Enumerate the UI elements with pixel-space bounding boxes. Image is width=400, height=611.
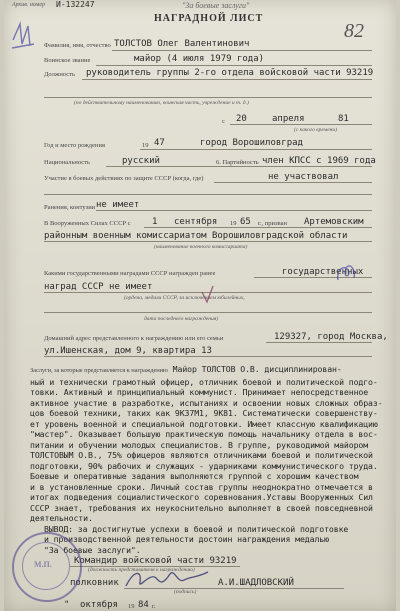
awards-value-1: государственных bbox=[282, 267, 364, 277]
wounds-value: не имеет bbox=[96, 200, 140, 210]
party-label: 6. Партийность bbox=[216, 159, 259, 166]
margin-scribble-icon bbox=[10, 18, 40, 52]
service-month: сентября bbox=[174, 217, 218, 227]
page-mark: 82 bbox=[344, 20, 364, 42]
merit-line: цов боевой техники, таких как 9К37М1, 9К81. Систематически совершенству- bbox=[30, 408, 378, 418]
commander-hint: (должность представителя к награждению) bbox=[88, 567, 195, 573]
birthplace-label: Год и место рождения bbox=[44, 142, 105, 149]
award-sheet-page bbox=[4, 0, 396, 611]
signature-hint: (подпись) bbox=[174, 589, 197, 595]
merit-line: итогах подведения социалистического соревнования.Уставы Вооруженных Сил bbox=[30, 492, 373, 502]
awards-hint-2: дата последнего награждения) bbox=[144, 316, 219, 322]
name-value: ТОЛСТОВ Олег Валентинович bbox=[114, 39, 250, 49]
nationality-value: русский bbox=[122, 156, 160, 166]
position-label: Должность bbox=[44, 71, 75, 78]
commander-label: Командир войсковой части 93219 bbox=[74, 556, 237, 566]
drafted-label: г., призван bbox=[258, 220, 287, 227]
merit-line: и в установленные сроки. Личный состав группы неоднократно отмечается в bbox=[30, 481, 373, 492]
position-year: 81 bbox=[338, 114, 349, 124]
party-value: член КПСС с 1969 года bbox=[262, 156, 376, 166]
awards-hint-1: (ордена, медали СССР, за исключением юбилейных, bbox=[124, 295, 245, 301]
awards-value-2: наград СССР не имеет bbox=[44, 282, 153, 292]
service-year: 65 bbox=[240, 217, 251, 227]
drafted-hint: (наименование военного комиссариата) bbox=[154, 244, 248, 250]
merit-line: деятельности. bbox=[30, 513, 93, 523]
date-prefix: " bbox=[64, 600, 70, 610]
merit-line: ТОЛСТОВЫМ О.В., 75% офицеров являются отличниками боевой и политической bbox=[30, 450, 373, 460]
merit-line: подготовки, 90% рабочих и служащих - ударниками коммунистического труда. bbox=[30, 460, 378, 471]
position-value: руководитель группы 2-го отдела войсковой части 93219 bbox=[86, 68, 374, 78]
merit-line: питании и обучении молодых специалистов. В группе, руководимой майором bbox=[30, 439, 369, 450]
merit-block bbox=[30, 364, 383, 555]
signer-name: А.И.ШАДЛОВСКИЙ bbox=[218, 578, 294, 588]
position-month: апреля bbox=[272, 114, 305, 124]
service-year-prefix: 19 bbox=[230, 220, 237, 227]
conclusion-line: ВЫВОД: за достигнутые успехи в боевой и политической подготовке bbox=[44, 523, 349, 534]
address-value-2: ул.Ишенская, дом 9, квартира 13 bbox=[44, 346, 212, 356]
wounds-label: Ранения, контузии bbox=[44, 204, 96, 211]
merit-line: "мастер". Оказывает большую практическую помощь начальнику отдела в вос- bbox=[30, 429, 378, 439]
drafted-value-1: Артемовским bbox=[304, 217, 364, 227]
position-date-hint: (с какого времени) bbox=[294, 127, 337, 133]
address-label: Домашний адрес представленного к награждению или его семьи bbox=[44, 335, 224, 342]
combat-value: не участвовал bbox=[268, 172, 339, 182]
merit-intro: Заслуги, за которые представляется к награждению bbox=[30, 367, 168, 374]
merit-line: Боевые и оперативные задания выполняются группой с хорошим качеством bbox=[30, 471, 359, 481]
birthplace-value: город Ворошиловград bbox=[200, 138, 303, 148]
signer-rank: полковник bbox=[70, 578, 119, 588]
rank-label: Воинское звание bbox=[44, 57, 91, 64]
merit-line: ет уровень военной и специальной подготовки. Имеет классную квалификацию bbox=[30, 418, 378, 429]
awards-label: Какими государственными наградами СССР награжден ранее bbox=[44, 270, 216, 277]
date-suffix: г. bbox=[152, 603, 156, 610]
merit-line: Майор ТОЛСТОВ О.В. дисциплинирован- bbox=[172, 364, 342, 374]
service-label: В Вооруженных Силах СССР с bbox=[44, 220, 131, 227]
date-year-prefix: 19 bbox=[128, 603, 135, 610]
birth-year-value: 47 bbox=[154, 138, 165, 148]
checkmark-scribble-icon bbox=[200, 284, 216, 306]
archive-number: И-132247 bbox=[56, 0, 95, 9]
position-date-prefix: с bbox=[222, 118, 225, 125]
service-day: 1 bbox=[152, 217, 158, 227]
seal-label: М.П. bbox=[34, 560, 52, 569]
initials-scribble-icon bbox=[334, 262, 360, 284]
date-month: октября bbox=[80, 600, 118, 610]
merit-line: активное участие в разработке, испытаниях и освоении новых сложных образ- bbox=[30, 397, 383, 408]
merit-line: ный и технически грамотный офицер, отличник боевой и политической подго- bbox=[30, 376, 378, 387]
page-title: НАГРАДНОЙ ЛИСТ bbox=[154, 13, 264, 24]
merit-line: СССР знает, требования их неукоснительно выполняет в своей повседневной bbox=[30, 502, 373, 513]
address-value-1: 129327, город Москва, bbox=[274, 332, 388, 342]
position-hint: (по действительному наименованию, воинская часть, учреждение и т. д.) bbox=[74, 100, 249, 106]
merit-line: товки. Активный и принципиальный коммунист. Принимает непосредственное bbox=[30, 387, 369, 397]
archive-label: Архив. номер bbox=[12, 2, 46, 8]
name-label: Фамилия, имя, отчество bbox=[44, 42, 111, 49]
conclusion-line: и производственной деятельности достоин награждения медалью bbox=[44, 534, 329, 544]
official-seal-stamp bbox=[12, 532, 82, 602]
header-medal-stamp: "За боевые заслуги" bbox=[182, 1, 250, 10]
conclusion-line: "За боевые заслуги". bbox=[44, 544, 141, 555]
position-day: 20 bbox=[236, 114, 247, 124]
rank-value: майор (4 июля 1979 года) bbox=[134, 54, 265, 64]
birth-year-prefix: 19 bbox=[142, 142, 149, 149]
handwritten-signature-icon bbox=[122, 566, 212, 592]
drafted-value-2: районным военным комиссариатом Ворошиловградской области bbox=[44, 231, 348, 241]
combat-label: Участие в боевых действиях по защите СССР (когда, где) bbox=[44, 175, 204, 182]
date-year: 84 bbox=[138, 600, 149, 610]
nationality-label: Национальность bbox=[44, 159, 90, 166]
